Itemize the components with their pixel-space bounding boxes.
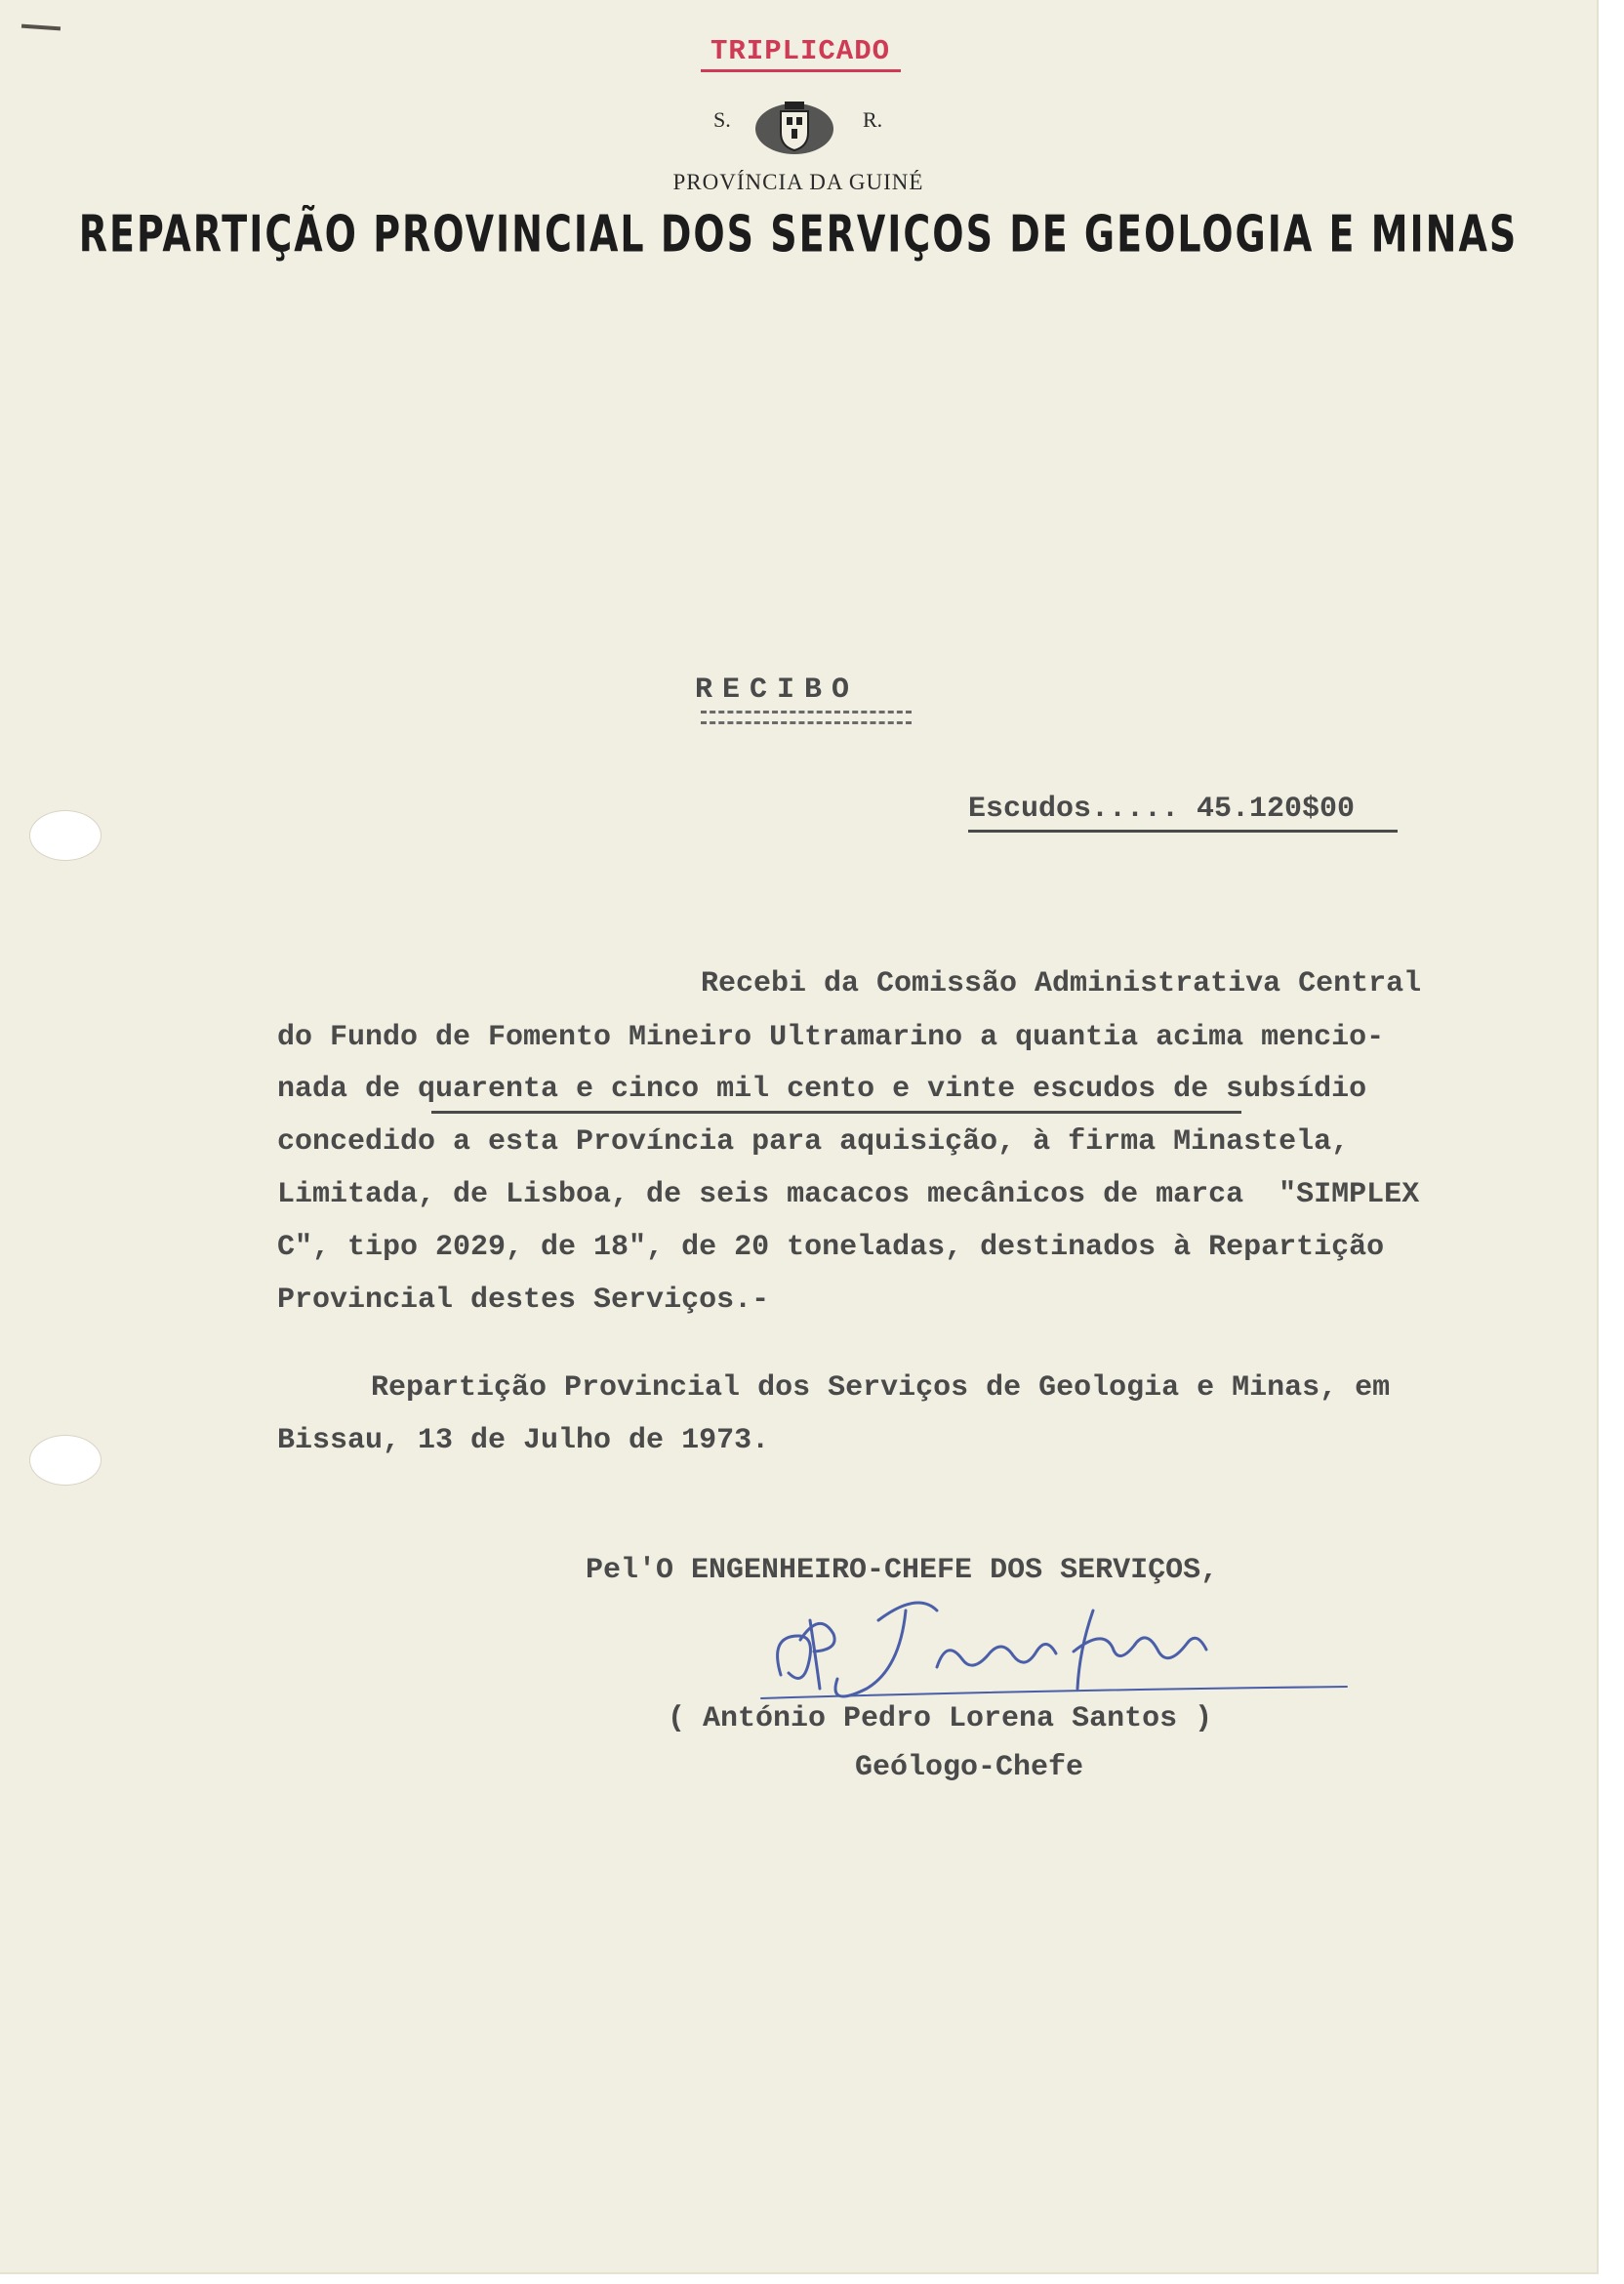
amount-underline xyxy=(968,830,1398,833)
body-line: do Fundo de Fomento Mineiro Ultramarino a quantia acima mencio- xyxy=(277,1021,1385,1054)
pen-mark xyxy=(21,24,61,31)
coat-of-arms-icon xyxy=(751,98,837,160)
sr-right-text: R. xyxy=(863,107,883,132)
body-line: Limitada, de Lisboa, de seis macacos mecânicos de marca "SIMPLEX xyxy=(277,1178,1420,1211)
place-date-line: Repartição Provincial dos Serviços de Geologia e Minas, em xyxy=(371,1371,1391,1405)
receipt-title: RECIBO xyxy=(695,673,860,707)
letterhead-emblem-row xyxy=(0,98,1597,166)
body-line: C", tipo 2029, de 18", de 20 toneladas, destinados à Repartição xyxy=(277,1231,1385,1264)
signatory-role: Geólogo-Chefe xyxy=(855,1751,1084,1784)
body-line: Recebi da Comissão Administrativa Central xyxy=(701,967,1422,1000)
stamp-underline xyxy=(701,69,901,72)
province-text: PROVÍNCIA DA GUINÉ xyxy=(672,170,924,194)
body-line: nada de quarenta e cinco mil cento e vinte escudos de subsídio xyxy=(277,1073,1367,1106)
province-line xyxy=(0,170,1597,195)
punch-hole xyxy=(29,1435,102,1486)
sr-left-text: S. xyxy=(713,107,731,132)
body-line: Provincial destes Serviços.- xyxy=(277,1284,770,1317)
agency-title: REPARTIÇÃO PROVINCIAL DOS SERVIÇOS DE GEOLOGIA E MINAS xyxy=(78,205,1519,264)
amount-line: Escudos..... 45.120$00 xyxy=(968,793,1356,826)
title-underline xyxy=(701,711,912,724)
amount-in-words-underline xyxy=(431,1111,1241,1114)
triplicado-stamp xyxy=(678,35,922,72)
signatory-name: ( António Pedro Lorena Santos ) xyxy=(668,1702,1213,1735)
signature-heading: Pel'O ENGENHEIRO-CHEFE DOS SERVIÇOS, xyxy=(586,1554,1219,1587)
body-line: concedido a esta Província para aquisição, à firma Minastela, xyxy=(277,1125,1350,1159)
handwritten-signature xyxy=(742,1581,1366,1718)
punch-hole xyxy=(29,810,102,861)
stamp-text: TRIPLICADO xyxy=(710,35,891,67)
place-date-line: Bissau, 13 de Julho de 1973. xyxy=(277,1424,770,1457)
